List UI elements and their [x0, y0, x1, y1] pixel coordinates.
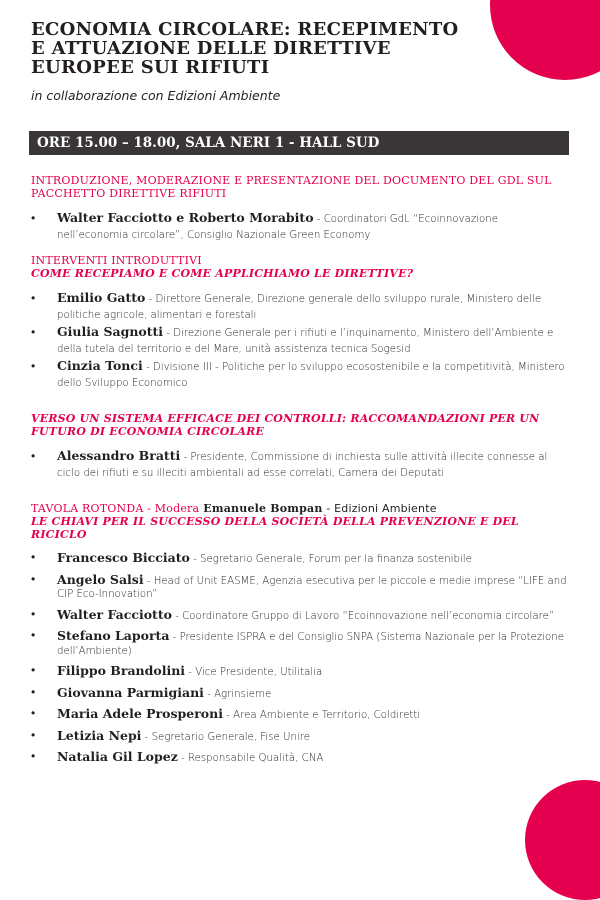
section-subheading: VERSO UN SISTEMA EFFICACE DEI CONTROLLI: RACCOMANDAZIONI PER UN FUTURO DI ECONOMIA CIRCOLARE	[31, 412, 540, 438]
speaker-role: Divisione III - Politiche per lo sviluppo ecosostenibile e la competitività, Ministero dello Sviluppo Economico	[57, 362, 565, 389]
speaker-item	[31, 664, 571, 680]
speaker-role: Coordinatore Gruppo di Lavoro “Ecoinnovazione nell’economia circolare”	[182, 610, 555, 622]
speaker-separator: -	[143, 575, 154, 587]
speaker-role: Coordinatori GdL “Ecoinnovazione nell’economia circolare”, Consiglio Nazionale Green Economy	[57, 214, 498, 241]
section-subheading: COME RECEPIAMO E COME APPLICHIAMO LE DIRETTIVE?	[31, 267, 414, 280]
speaker-item	[31, 358, 571, 392]
program-content	[31, 174, 571, 772]
page-title: ECONOMIA CIRCOLARE: RECEPIMENTO E ATTUAZIONE DELLE DIRETTIVE EUROPEE SUI RIFIUTI	[31, 19, 459, 78]
speaker-item	[31, 448, 571, 482]
speaker-role: Presidente, Commissione di inchiesta sulle attività illecite connesse al ciclo dei rifiuti e su illeciti ambientali ad esse correlati, Camera dei Deputati	[57, 452, 548, 479]
speaker-separator: -	[142, 362, 153, 373]
speaker-item	[31, 686, 571, 702]
speaker-separator: -	[189, 554, 200, 565]
speaker-name: Walter Facciotto	[57, 606, 172, 622]
speaker-role: Direttore Generale, Direzione generale dello sviluppo rurale, Ministero delle politiche agricole, alimentari e forestali	[57, 294, 542, 321]
speaker-list	[31, 290, 571, 392]
speaker-separator: -	[185, 667, 196, 678]
section-heading-text: INTERVENTI INTRODUTTIVI	[31, 254, 202, 267]
speaker-list	[31, 448, 571, 482]
speaker-separator: -	[169, 632, 180, 643]
speaker-name: Letizia Nepi	[57, 727, 142, 743]
speaker-item	[31, 210, 571, 244]
decorative-circle-bottom	[525, 780, 600, 900]
section-subheading: LE CHIAVI PER IL SUCCESSO DELLA SOCIETÀ DELLA PREVENZIONE E DEL RICICLO	[31, 515, 519, 541]
speaker-separator: -	[177, 753, 188, 764]
speaker-separator: -	[203, 688, 215, 700]
speaker-separator: -	[145, 294, 156, 305]
roundtable-label: TAVOLA ROTONDA - Modera	[31, 502, 200, 515]
speaker-name: Filippo Brandolini	[57, 663, 186, 678]
speaker-role: Head of Unit EASME, Agenzia esecutiva per le piccole e medie imprese “LIFE and CIP Eco-Innovation”	[57, 575, 567, 600]
speaker-name: Emilio Gatto	[57, 290, 146, 305]
speaker-item	[31, 707, 571, 723]
speaker-list	[31, 551, 571, 766]
moderator-role: - Edizioni Ambiente	[322, 502, 437, 515]
section-heading-controls	[31, 412, 571, 438]
speaker-separator: -	[171, 610, 183, 622]
speaker-role: Segretario Generale, Forum per la finanza sostenibile	[199, 554, 472, 565]
moderator-name: Emanuele Bompan	[203, 502, 323, 515]
time-location-bar: ORE 15.00 – 18.00, SALA NERI 1 - HALL SUD	[29, 131, 569, 155]
speaker-item	[31, 324, 571, 358]
section-heading-intro	[31, 174, 571, 200]
speaker-role: Presidente ISPRA e del Consiglio SNPA (Sistema Nazionale per la Protezione dell’Ambiente)	[57, 632, 564, 657]
speaker-role: Direzione Generale per i rifiuti e l’inquinamento, Ministero dell’Ambiente e della tutela del territorio e del Mare, unità assistenza tecnica Sogesid	[57, 328, 554, 355]
speaker-name: Cinzia Tonci	[57, 358, 143, 373]
speaker-name: Giulia Sagnotti	[57, 324, 164, 339]
speaker-name: Walter Facciotto e Roberto Morabito	[57, 210, 314, 225]
speaker-role: Area Ambiente e Territorio, Coldiretti	[233, 710, 421, 721]
speaker-role: Vice Presidente, Utilitalia	[195, 667, 323, 678]
speaker-item	[31, 750, 571, 766]
speaker-role: Segretario Generale, Fise Unire	[151, 731, 311, 743]
speaker-separator: -	[163, 328, 174, 339]
section-heading-roundtable	[31, 502, 571, 541]
speaker-separator: -	[180, 452, 191, 463]
speaker-item	[31, 729, 571, 745]
section-heading-introductory	[31, 254, 571, 280]
decorative-circle-top	[490, 0, 600, 80]
speaker-item	[31, 629, 571, 658]
section-heading-text: INTRODUZIONE, MODERAZIONE E PRESENTAZIONE DEL DOCUMENTO DEL GDL SUL PACCHETTO DIRETTIVE RIFIUTI	[31, 174, 552, 200]
speaker-name: Stefano Laporta	[57, 628, 170, 643]
speaker-name: Angelo Salsi	[57, 571, 144, 587]
speaker-name: Alessandro Bratti	[57, 448, 181, 463]
speaker-separator: -	[313, 214, 324, 225]
speaker-item	[31, 551, 571, 567]
speaker-name: Maria Adele Prosperoni	[57, 706, 223, 721]
speaker-separator: -	[141, 731, 152, 743]
speaker-role: Responsabile Qualità, CNA	[187, 753, 324, 764]
speaker-name: Natalia Gil Lopez	[57, 749, 178, 764]
speaker-item	[31, 290, 571, 324]
speaker-separator: -	[222, 710, 234, 721]
speaker-list	[31, 210, 571, 244]
speaker-name: Francesco Bicciato	[57, 550, 190, 565]
speaker-item	[31, 608, 571, 624]
speaker-item	[31, 573, 571, 602]
speaker-name: Giovanna Parmigiani	[57, 684, 204, 700]
speaker-role: Agrinsieme	[214, 688, 272, 700]
page-subtitle: in collaborazione con Edizioni Ambiente	[31, 88, 281, 103]
